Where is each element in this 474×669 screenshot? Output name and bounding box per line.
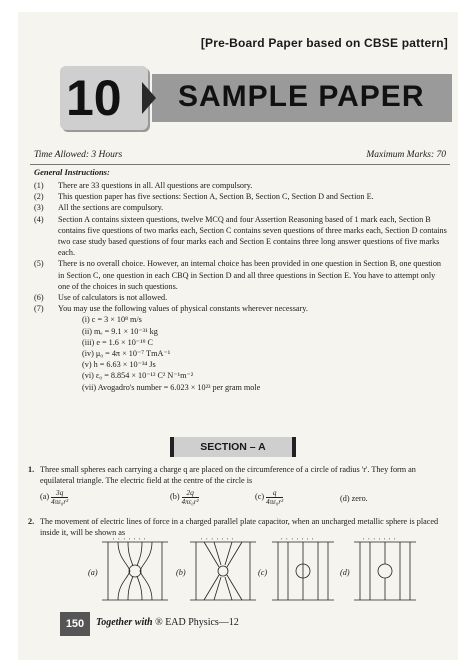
diagram-label-d: (d): [340, 568, 350, 577]
question-2: [28, 516, 450, 538]
capacitor-diagram-d: [352, 538, 418, 604]
question-number: 1.: [28, 465, 35, 474]
option-b: (b) $\frac{2q}{\text{4πε₀r²}}$: [170, 488, 199, 506]
instruction-item: (4) Section A contains sixteen questions, twelve MCQ and four Assertion Reasoning based of 1 mark each, Section B contains five questions of two marks each, Section C contains seven questions of three marks each, Section D contains two case study based questions of four marks each and Section E contains three long answer questions of five marks each.: [34, 214, 447, 258]
page-number: 150: [60, 612, 90, 636]
instructions-list: [34, 180, 448, 393]
svg-text:+ + + + + + +: + + + + + + +: [112, 538, 147, 542]
constant-item: (i) c = 3 × 10⁸ m/s: [82, 315, 142, 325]
fraction: $\frac{q}{\text{4πε₀r²}}$: [266, 488, 284, 506]
instructions-heading: General Instructions:: [34, 167, 110, 177]
exam-meta: [34, 150, 446, 160]
instruction-item: (6) Use of calculators is not allowed.: [34, 293, 168, 303]
question-1: [28, 464, 450, 486]
arrow-icon: [142, 82, 156, 114]
divider: [30, 164, 450, 165]
instruction-item: (3) All the sections are compulsory.: [34, 203, 164, 213]
constant-item: (iii) e = 1.6 × 10⁻¹⁹ C: [82, 337, 153, 347]
instruction-item: (5) There is no overall choice. However, an internal choice has been provided in one question in Section B, one question in Section C, one question in each CBQ in Section D and all three questions in Section E. You have to attempt only one of the choices in such questions.: [34, 259, 442, 291]
diagram-label-b: (b): [176, 568, 186, 577]
option-a: (a) $\frac{3q}{\text{4πε₀r²}}$: [40, 488, 69, 506]
pattern-tagline: [Pre-Board Paper based on CBSE pattern]: [200, 36, 448, 50]
diagram-label-a: (a): [88, 568, 98, 577]
section-a-heading: SECTION – A: [170, 437, 296, 457]
capacitor-diagram-c: [270, 538, 336, 604]
fraction: $\frac{3q}{\text{4πε₀r²}}$: [51, 488, 69, 506]
title-banner: [60, 64, 456, 134]
constant-item: (iv) μ₀ = 4π × 10⁻⁷ TmA⁻¹: [82, 349, 171, 359]
svg-text:+ + + + + + +: + + + + + + +: [362, 538, 397, 542]
question-text: The movement of electric lines of force in a charged parallel plate capacitor, when an uncharged metallic sphere is placed inside it, will be shown as: [40, 517, 439, 537]
question-text: Three small spheres each carrying a charge q are placed on the circumference of a circle of radius 'r'. They form an equilateral triangle. The electric field at the centre of the circle is: [40, 465, 416, 485]
constants-list: [34, 314, 448, 392]
constant-item: (v) h = 6.63 × 10⁻³⁴ Js: [82, 360, 156, 370]
footer-text: [96, 617, 239, 628]
capacitor-diagram-a: [100, 538, 170, 604]
capacitor-diagram-b: [188, 538, 258, 604]
constant-item: (vii) Avogadro's number = 6.023 × 10²³ per gram mole: [82, 382, 261, 392]
instruction-item: (2) This question paper has five sections: Section A, Section B, Section C, Section D and Section E.: [34, 192, 374, 202]
option-d: (d) zero.: [340, 494, 368, 503]
option-c: (c) $\frac{q}{\text{4πε₀r²}}$: [255, 488, 284, 506]
constant-item: (vi) ε₀ = 8.854 × 10⁻¹² C² N⁻¹m⁻²: [82, 371, 194, 381]
paper-number: 10: [66, 70, 122, 126]
question-number: 2.: [28, 517, 35, 526]
svg-text:+ + + + + + +: + + + + + + +: [280, 538, 315, 542]
constant-item: (ii) mₑ = 9.1 × 10⁻³¹ kg: [82, 326, 158, 336]
svg-text:+ + + + + + +: + + + + + + +: [200, 538, 235, 542]
instruction-item: (7) You may use the following values of physical constants wherever necessary.: [34, 304, 308, 314]
diagram-label-c: (c): [258, 568, 268, 577]
page-footer: [50, 612, 440, 636]
instruction-item: (1) There are 33 questions in all. All questions are compulsory.: [34, 181, 253, 190]
series-name: Together with: [96, 617, 153, 628]
book-name: ® EAD Physics—12: [155, 617, 239, 628]
paper-number-box: [60, 66, 148, 130]
max-marks: Maximum Marks: 70: [366, 150, 446, 160]
paper-title: SAMPLE PAPER: [178, 80, 425, 113]
fraction: $\frac{2q}{\text{4πε₀r²}}$: [181, 488, 199, 506]
time-allowed: Time Allowed: 3 Hours: [34, 150, 123, 160]
